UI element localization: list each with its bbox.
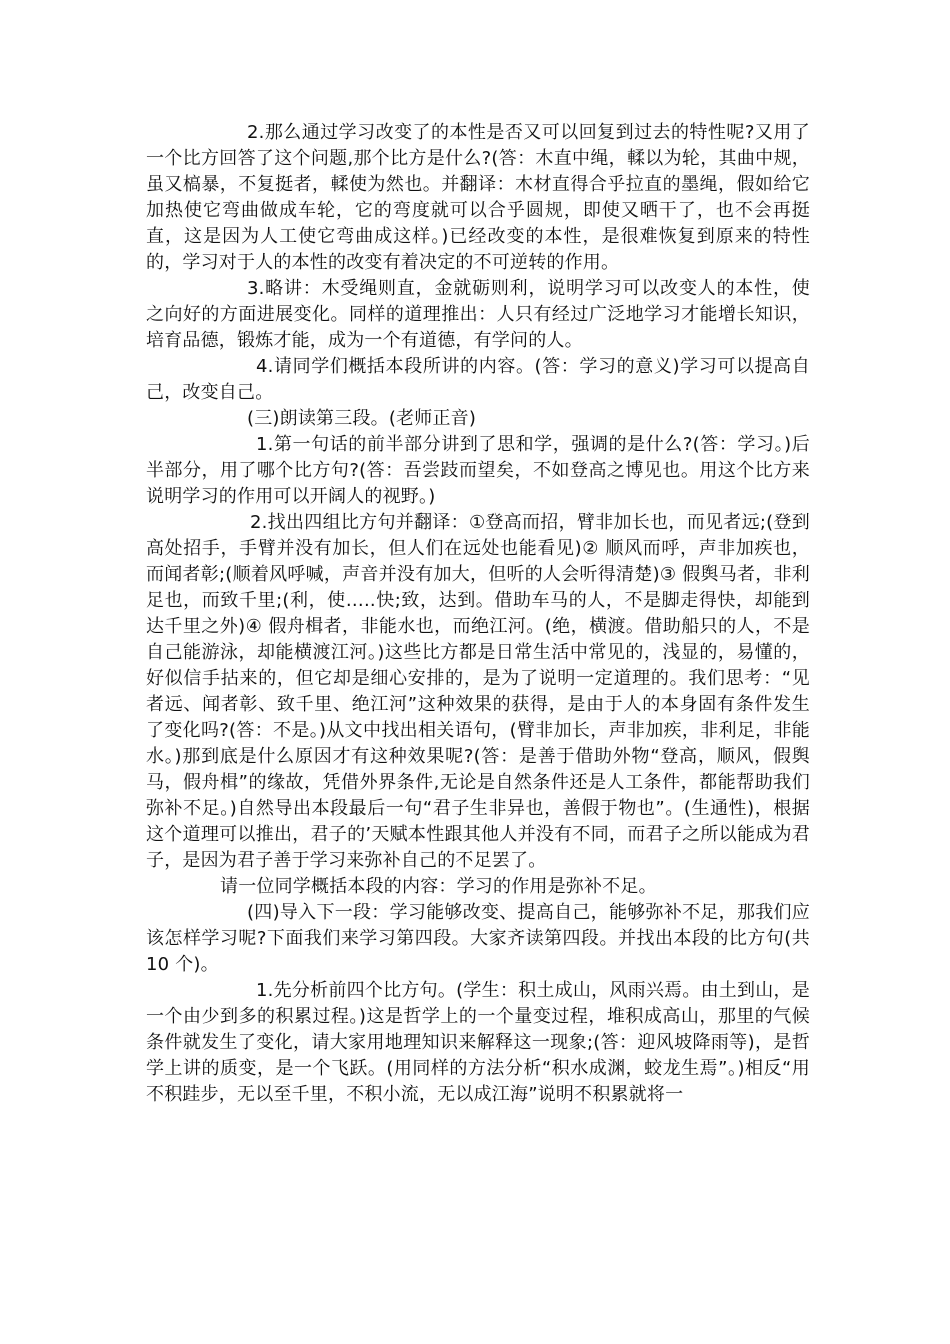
paragraph-section3-item-1: 1.第一句话的前半部分讲到了思和学，强调的是什么?(答：学习。)后半部分，用了哪个比方句?(答：吾尝跂而望矣，不如登高之博见也。用这个比方来说明学习的作用可以开阔人的视野。) bbox=[146, 434, 810, 507]
paragraph-question-2: 2.那么通过学习改变了的本性是否又可以回复到过去的特性呢?又用了一个比方回答了这个问题,那个比方是什么?(答：木直中绳，輮以为轮，其曲中规，虽又槁暴，不复挺者，輮使为然也。并翻译：木材直得合乎拉直的墨绳，假如给它加热使它弯曲做成车轮，它的弯度就可以合乎圆规，即使又晒干了，也不会再挺直，这是因为人工使它弯曲成这样。)已经改变的本性，是很难恢复到原来的特性的，学习对于人的本性的改变有着决定的不可逆转的作用。 bbox=[146, 122, 810, 273]
paragraph-question-4: 4.请同学们概括本段所讲的内容。(答：学习的意义)学习可以提高自己，改变自己。 bbox=[146, 356, 810, 403]
section-heading-four: (四)导入下一段：学习能够改变、提高自己，能够弥补不足，那我们应该怎样学习呢?下面我们来学习第四段。大家齐读第四段。并找出本段的比方句(共 10 个)。 bbox=[146, 902, 810, 975]
section-heading-three: (三)朗读第三段。(老师正音) bbox=[247, 408, 477, 429]
paragraph-section4-item-1: 1.先分析前四个比方句。(学生：积土成山，风雨兴焉。由土到山，是一个由少到多的积累过程。)这是哲学上的一个量变过程，堆积成高山，那里的气候条件就发生了变化，请大家用地理知识来解释这一现象;(答：迎风坡降雨等)，是哲学上讲的质变，是一个飞跃。(用同样的方法分析“积水成渊，蛟龙生焉”。)相反“用不积跬步，无以至千里，不积小流，无以成江海”说明不积累就将一 bbox=[146, 980, 810, 1105]
paragraph-section3-item-2: 2.找出四组比方句并翻译：①登高而招，臂非加长也，而见者远;(登到高处招手，手臂并没有加长，但人们在远处也能看见)② 顺风而呼，声非加疾也，而闻者彰;(顺着风呼喊，声音并没有加大，但听的人会听得清楚)③ 假舆马者，非利足也，而致千里;(利，使…..快;致，达到。借助车马的人，不是脚走得快，却能到达千里之外)④ 假舟楫者，非能水也，而绝江河。(绝，横渡。借助船只的人，不是自己能游泳，却能横渡江河。)这些比方都是日常生活中常见的，浅显的，易懂的，好似信手拈来的，但它却是细心安排的，是为了说明一定道理的。我们思考：“见者远、闻者彰、致千里、绝江河”这种效果的获得，是由于人的本身固有条件发生了变化吗?(答：不是。)从文中找出相关语句，(臂非加长，声非加疾，非利足，非能水。)那到底是什么原因才有这种效果呢?(答：是善于借助外物“登高，顺风，假舆马，假舟楫”的缘故，凭借外界条件,无论是自然条件还是人工条件，都能帮助我们弥补不足。)自然导出本段最后一句“君子生非异也，善假于物也”。(生通性)，根据这个道理可以推出，君子的’天赋本性跟其他人并没有不同，而君子之所以能成为君子，是因为君子善于学习来弥补自己的不足罢了。 bbox=[146, 512, 810, 871]
paragraph-question-3: 3.略讲：木受绳则直，金就砺则利，说明学习可以改变人的本性，使之向好的方面进展变化。同样的道理推出：人只有经过广泛地学习才能增长知识，培育品德，锻炼才能，成为一个有道德，有学问的人。 bbox=[146, 278, 810, 351]
document-page bbox=[146, 120, 810, 1108]
paragraph-section3-summary: 请一位同学概括本段的内容：学习的作用是弥补不足。 bbox=[220, 876, 657, 897]
